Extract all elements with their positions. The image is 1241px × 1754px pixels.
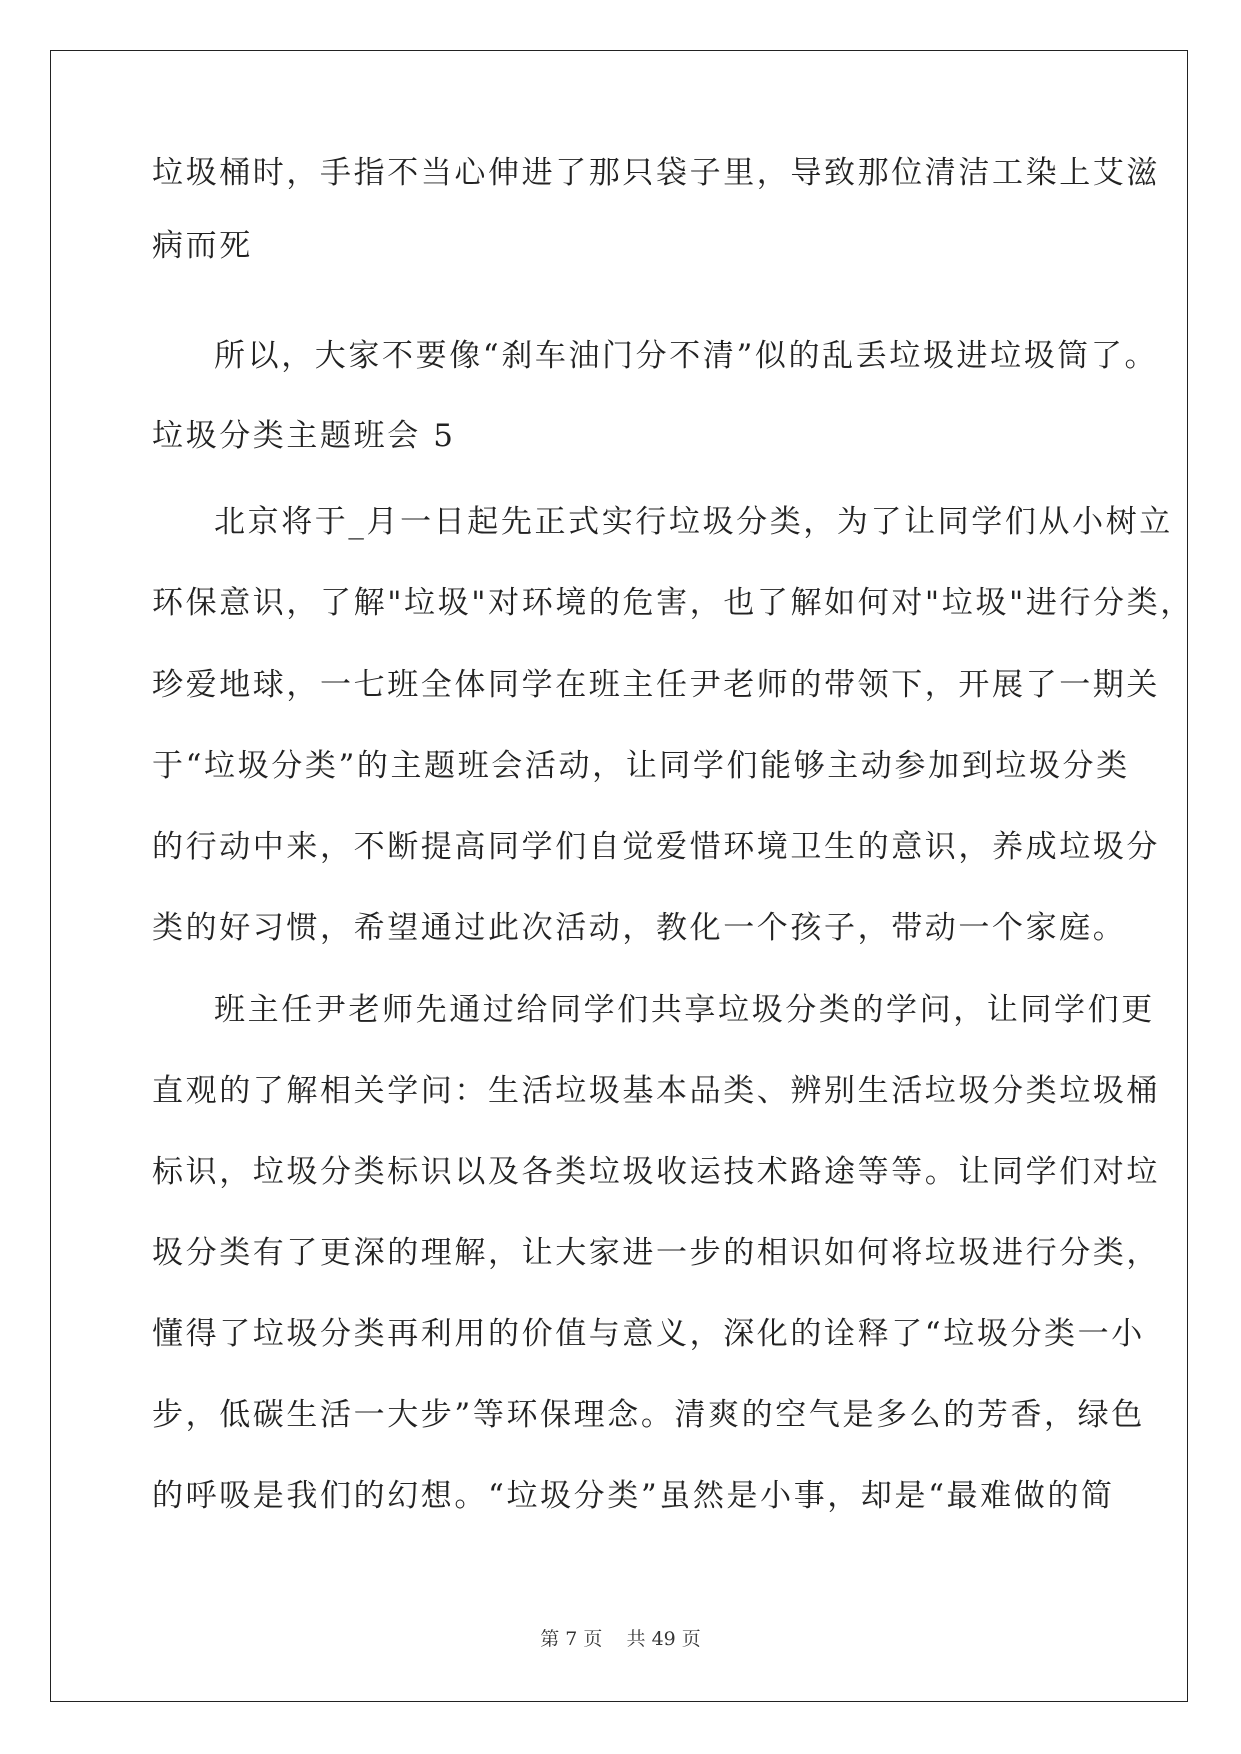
page-number: 第 7 页 — [540, 1628, 603, 1650]
paragraph-line: 步，低碳生活一大步”等环保理念。清爽的空气是多么的芳香，绿色 — [152, 1397, 1145, 1433]
paragraph-line: 环保意识，了解"垃圾"对环境的危害，也了解如何对"垃圾"进行分类， — [152, 585, 1194, 621]
paragraph-line: 垃圾桶时，手指不当心伸进了那只袋子里，导致那位清洁工染上艾滋 — [152, 155, 1160, 191]
paragraph-line: 标识，垃圾分类标识以及各类垃圾收运技术路途等等。让同学们对垃 — [152, 1154, 1160, 1190]
paragraph-line: 类的好习惯，希望通过此次活动，教化一个孩子，带动一个家庭。 — [152, 910, 1127, 946]
paragraph-line: 班主任尹老师先通过给同学们共享垃圾分类的学问，让同学们更 — [214, 992, 1155, 1028]
section-heading: 垃圾分类主题班会 5 — [152, 418, 456, 454]
paragraph-line: 北京将于_月一日起先正式实行垃圾分类，为了让同学们从小树立 — [214, 504, 1173, 540]
paragraph-line: 所以，大家不要像“刹车油门分不清”似的乱丢垃圾进垃圾筒了。 — [214, 338, 1159, 374]
paragraph-line: 懂得了垃圾分类再利用的价值与意义，深化的诠释了“垃圾分类一小 — [152, 1316, 1145, 1352]
paragraph-line: 圾分类有了更深的理解，让大家进一步的相识如何将垃圾进行分类， — [152, 1235, 1160, 1271]
paragraph-line: 直观的了解相关学问：生活垃圾基本品类、辨别生活垃圾分类垃圾桶 — [152, 1073, 1160, 1109]
paragraph-line: 珍爱地球，一七班全体同学在班主任尹老师的带领下，开展了一期关 — [152, 667, 1160, 703]
page-footer — [0, 1624, 1241, 1651]
paragraph-line: 的行动中来，不断提高同学们自觉爱惜环境卫生的意识，养成垃圾分 — [152, 829, 1160, 865]
page-total: 共 49 页 — [626, 1628, 701, 1650]
paragraph-line: 于“垃圾分类”的主题班会活动，让同学们能够主动参加到垃圾分类 — [152, 748, 1130, 784]
paragraph-line: 的呼吸是我们的幻想。“垃圾分类”虽然是小事，却是“最难做的简 — [152, 1478, 1115, 1514]
paragraph-line: 病而死 — [152, 228, 253, 264]
page-border — [50, 50, 1188, 1702]
